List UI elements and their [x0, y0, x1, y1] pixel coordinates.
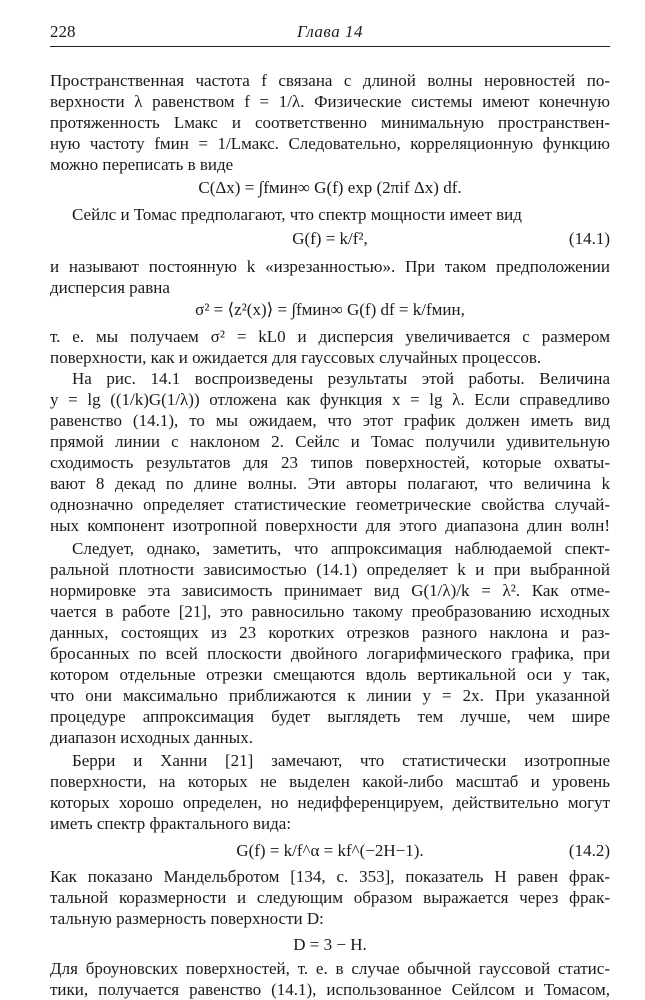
text-line: На рис. 14.1 воспроизведены результаты этой работы. Величина: [72, 369, 610, 388]
text-line: ную частоту fмин = 1/Lмакс. Следовательно, корреляционную функцию: [50, 134, 610, 153]
equation-number: (14.1): [568, 229, 610, 248]
equation-line: G(f) = k/f^α = kf^(−2H−1).: [236, 841, 424, 860]
text-line: котором отдельные отрезки смещаются вдоль вертикальной оси y так,: [50, 665, 610, 684]
text-line: диапазон исходных данных.: [50, 728, 253, 747]
text-line: тики, получается равенство (14.1), использованное Сейлсом и Томасом,: [50, 980, 610, 999]
text-line: ральной плотности зависимостью (14.1) определяет k и при выбранной: [50, 560, 610, 579]
text-line: процедуре аппроксимация будет выглядеть тем лучше, чем шире: [50, 707, 610, 726]
text-line: Пространственная частота f связана с длиной волны неровностей по-: [50, 71, 610, 90]
text-line: однозначно определяет статистические геометрические свойства случай-: [50, 495, 610, 514]
equation-line: C(Δx) = ∫fмин∞ G(f) exp (2πif Δx) df.: [198, 178, 462, 197]
equation-line: G(f) = k/f²,: [292, 229, 368, 248]
text-line: чается в работе [21], это равносильно такому преобразованию исходных: [50, 602, 610, 621]
text-line: дисперсия равна: [50, 278, 170, 297]
text-line: Сейлс и Томас предполагают, что спектр мощности имеет вид: [72, 205, 522, 224]
text-line: протяженность Lмакс и соответственно минимальную пространствен-: [50, 113, 610, 132]
text-line: что они максимально приближаются к линии y = 2x. При указанной: [50, 686, 610, 705]
text-line: верхности λ равенством f = 1/λ. Физические системы имеют конечную: [50, 92, 610, 111]
equation-block: [50, 228, 610, 249]
text-line: вают 8 декад по длине волны. Эти авторы полагают, что величина k: [50, 474, 610, 493]
text-line: данных, состоящих из 23 коротких отрезков разного наклона и раз-: [50, 623, 610, 642]
text-line: нормировке эта зависимость принимает вид G(1/λ)/k = λ². Как отме-: [50, 581, 610, 600]
text-line: Для броуновских поверхностей, т. е. в случае обычной гауссовой статис-: [50, 959, 610, 978]
equation-number: (14.2): [568, 841, 610, 860]
text-line: и называют постоянную k «изрезанностью». При таком предположении: [50, 257, 610, 276]
text-line: тальную размерность поверхности D:: [50, 909, 324, 928]
text-line: y = lg ((1/k)G(1/λ)) отложена как функция x = lg λ. Если справедливо: [50, 390, 610, 409]
text-line: бросанных по всей плоскости двойного логарифмического графика, при: [50, 644, 610, 663]
page-header: [50, 22, 610, 44]
text-line: Следует, однако, заметить, что аппроксимация наблюдаемой спект-: [72, 539, 610, 558]
text-line: прямой линии с наклоном 2. Сейлс и Томас получили удивительную: [50, 432, 610, 451]
text-line: ных компонент изотропной поверхности для этого диапазона длин волн!: [50, 516, 610, 535]
equation-block: [50, 840, 610, 861]
text-line: которых хорошо определен, но недифференцируем, действительно могут: [50, 793, 610, 812]
text-line: сходимость результатов для 23 типов поверхностей, которые охваты-: [50, 453, 610, 472]
text-line: поверхности, на которых не выделен какой-либо масштаб и уровень: [50, 772, 610, 791]
text-line: иметь спектр фрактального вида:: [50, 814, 292, 833]
text-line: можно переписать в виде: [50, 155, 234, 174]
text-line: равенство (14.1), то мы ожидаем, что этот график должен иметь вид: [50, 411, 610, 430]
equation-line: D = 3 − H.: [293, 935, 367, 954]
page-number: 228: [50, 22, 76, 41]
text-line: тальной коразмерности и следующим образом выражается через фрак-: [50, 888, 610, 907]
equation-line: σ² = ⟨z²(x)⟩ = ∫fмин∞ G(f) df = k/fмин,: [195, 300, 465, 319]
chapter-title: Глава 14: [297, 22, 363, 41]
text-line: поверхности, как и ожидается для гауссовых случайных процессов.: [50, 348, 542, 367]
text-line: т. е. мы получаем σ² = kL0 и дисперсия увеличивается с размером: [50, 327, 610, 346]
header-rule: [50, 46, 610, 47]
text-line: Берри и Ханни [21] замечают, что статистически изотропные: [72, 751, 610, 770]
text-line: Как показано Мандельбротом [134, с. 353], показатель H равен фрак-: [50, 867, 610, 886]
